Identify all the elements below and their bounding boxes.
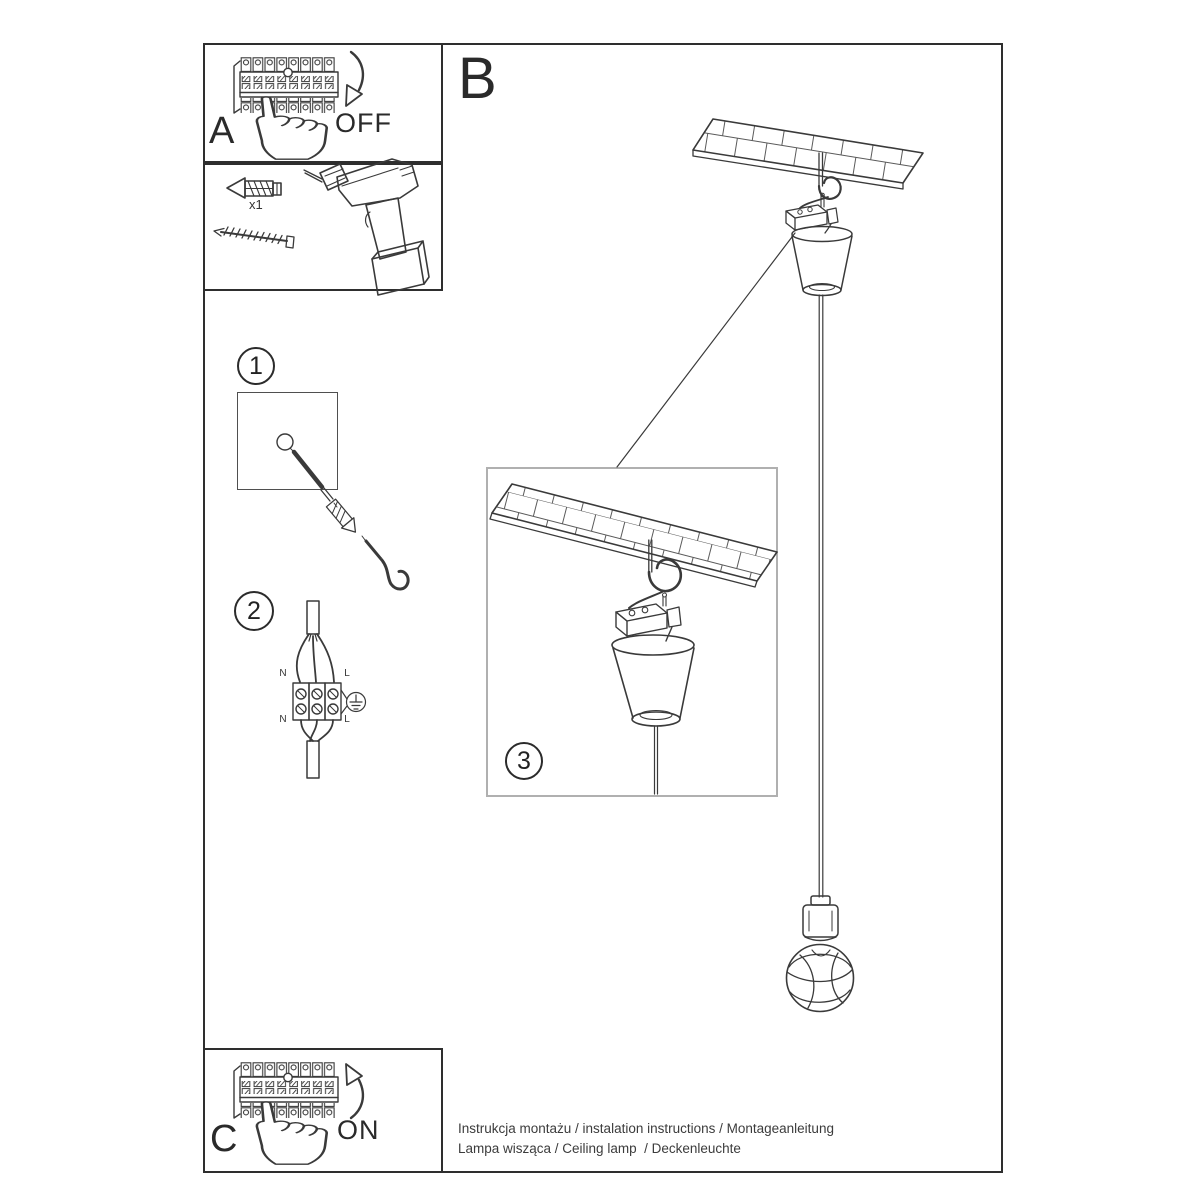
step1-number-badge <box>237 347 275 385</box>
terminal-label-n-bottom: N <box>279 714 287 725</box>
breaker-off-label: OFF <box>335 108 392 138</box>
anchor-quantity-label: x1 <box>249 197 263 212</box>
terminal-label-l-top: L <box>344 668 350 679</box>
panel-c-box <box>203 1048 443 1173</box>
panel-a-box <box>203 43 443 163</box>
footer-text <box>458 1119 834 1159</box>
breaker-on-label: ON <box>337 1115 380 1145</box>
step2-number-badge <box>234 591 274 631</box>
step3-number-badge <box>505 742 543 780</box>
footer-line-1: Instrukcja montażu / instalation instructions / Montageanleitung <box>458 1121 834 1136</box>
tools-box <box>203 163 443 291</box>
panel-c-label: C <box>210 1118 238 1160</box>
step3-number: 3 <box>517 746 531 775</box>
terminal-label-l-bottom: L <box>344 714 350 725</box>
terminal-label-n-top: N <box>279 668 287 679</box>
panel-a-label: A <box>209 110 235 152</box>
step1-number: 1 <box>249 351 263 380</box>
footer-line-2: Lampa wisząca / Ceiling lamp / Deckenleuchte <box>458 1141 741 1156</box>
step2-number: 2 <box>247 596 261 625</box>
step1-ceiling-square <box>237 392 338 490</box>
panel-b-label: B <box>458 46 497 111</box>
